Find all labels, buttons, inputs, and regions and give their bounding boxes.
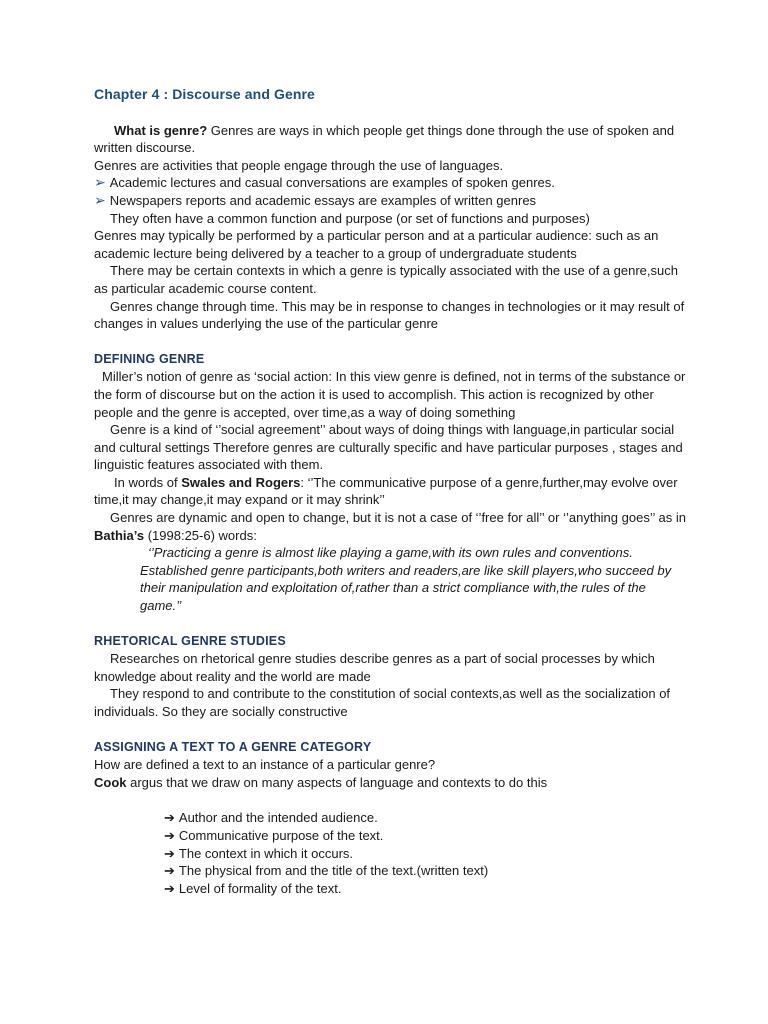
list-item	[164, 845, 688, 863]
list-item	[164, 880, 688, 898]
right-arrow-icon: ➔	[164, 845, 175, 861]
spacer	[94, 791, 688, 809]
intro-paragraph-2: Genres are activities that people engage through the use of languages.	[94, 157, 504, 173]
intro-paragraph-3: They often have a common function and purpose (or set of functions and purposes)	[110, 210, 590, 226]
assigning-section	[94, 739, 688, 898]
right-arrow-icon: ➔	[164, 810, 175, 826]
defining-genre-heading: DEFINING GENRE	[94, 351, 205, 366]
rhetorical-heading: RHETORICAL GENRE STUDIES	[94, 633, 286, 648]
bullet-text: Newspapers reports and academic essays are examples of written genres	[109, 192, 537, 208]
spacer	[94, 721, 688, 739]
spacer	[94, 615, 688, 633]
intro-paragraph-6: Genres change through time. This may be in response to changes in technologies or it may result of changes in values underlying the use of the particular genre	[94, 298, 685, 332]
what-is-genre-label: What is genre?	[114, 122, 208, 138]
defining-paragraph-4	[94, 509, 688, 544]
assigning-paragraph-2	[94, 774, 688, 792]
list-item-text: Author and the intended audience.	[178, 810, 378, 826]
swales-rogers-name: Swales and Rogers	[181, 474, 301, 490]
list-item-text: Communicative purpose of the text.	[178, 827, 384, 843]
list-item	[164, 862, 688, 880]
list-item-text: The context in which it occurs.	[178, 845, 354, 861]
arrowhead-bullet-icon: ➢	[94, 191, 106, 208]
rhetorical-section	[94, 633, 688, 721]
defining-paragraph-3	[94, 474, 688, 509]
list-item	[164, 827, 688, 845]
assigning-paragraph-1: How are defined a text to an instance of a particular genre?	[94, 757, 436, 773]
assigning-heading: ASSIGNING A TEXT TO A GENRE CATEGORY	[94, 739, 372, 754]
right-arrow-icon: ➔	[164, 863, 175, 879]
rhetorical-paragraph-1: Researches on rhetorical genre studies describe genres as a part of social processes by which knowledge about reality and the world are made	[94, 651, 655, 684]
bullet-written	[94, 192, 688, 210]
list-item-text: Level of formality of the text.	[178, 880, 342, 896]
defining-paragraph-2: Genre is a kind of ‘’social agreement’’ about ways of doing things with language,in particular social and cultural settings Therefore genres are culturally specific and have particular purposes , stages and linguistic features associated with them.	[94, 422, 683, 473]
cook-name: Cook	[94, 774, 127, 790]
text-span: In words of	[114, 474, 182, 490]
list-item-text: The physical from and the title of the text.(written text)	[178, 863, 489, 879]
rhetorical-paragraph-2: They respond to and contribute to the constitution of social contexts,as well as the socialization of individuals. So they are socially constructive	[94, 686, 671, 719]
defining-paragraph-1: Miller’s notion of genre as ‘social action: In this view genre is defined, not in terms of the substance or the form of discourse but on the action it is used to accomplish. This action is recognized by other people and the genre is accepted, over time,as a way of doing something	[94, 369, 686, 420]
intro-section	[94, 122, 688, 333]
text-span: : ‘’The communicative purpose of a genre,further,may evolve over time,it may change,it may expand or it may shrink’’	[94, 474, 678, 508]
intro-paragraph-5: There may be certain contexts in which a genre is typically associated with the use of a genre,such as particular academic course content.	[94, 263, 678, 296]
intro-paragraph-4: Genres may typically be performed by a particular person and at a particular audience: such as an academic lecture being delivered by a teacher to a group of undergraduate students	[94, 228, 659, 261]
chapter-title: Chapter 4 : Discourse and Genre	[94, 86, 315, 102]
bathia-quote: ‘’Practicing a genre is almost like playing a game,with its own rules and conventions. Established genre participants,both writers and readers,are like skill players,who succeed by their manipulation and exploitation of,rather than a strict compliance with,the rules of the game.’’	[140, 545, 672, 614]
right-arrow-icon: ➔	[164, 880, 175, 896]
what-is-genre-text: Genres are ways in which people get things done through the use of spoken and written discourse.	[94, 122, 675, 156]
bullet-text: Academic lectures and casual conversations are examples of spoken genres.	[109, 175, 555, 191]
defining-genre-section	[94, 351, 688, 615]
bathia-name: Bathia’s	[94, 527, 145, 543]
text-span: (1998:25-6) words:	[144, 527, 257, 543]
text-span: Genres are dynamic and open to change, but it is not a case of ‘’free for all’’ or ‘’anything goes’’ as in	[110, 510, 686, 526]
text-span: argus that we draw on many aspects of language and contexts to do this	[126, 774, 548, 790]
bullet-spoken	[94, 174, 688, 192]
intro-paragraph-1	[94, 122, 688, 157]
arrowhead-bullet-icon: ➢	[94, 174, 106, 191]
list-item	[164, 809, 688, 827]
right-arrow-icon: ➔	[164, 827, 175, 843]
spacer	[94, 333, 688, 351]
criteria-list	[164, 809, 688, 897]
